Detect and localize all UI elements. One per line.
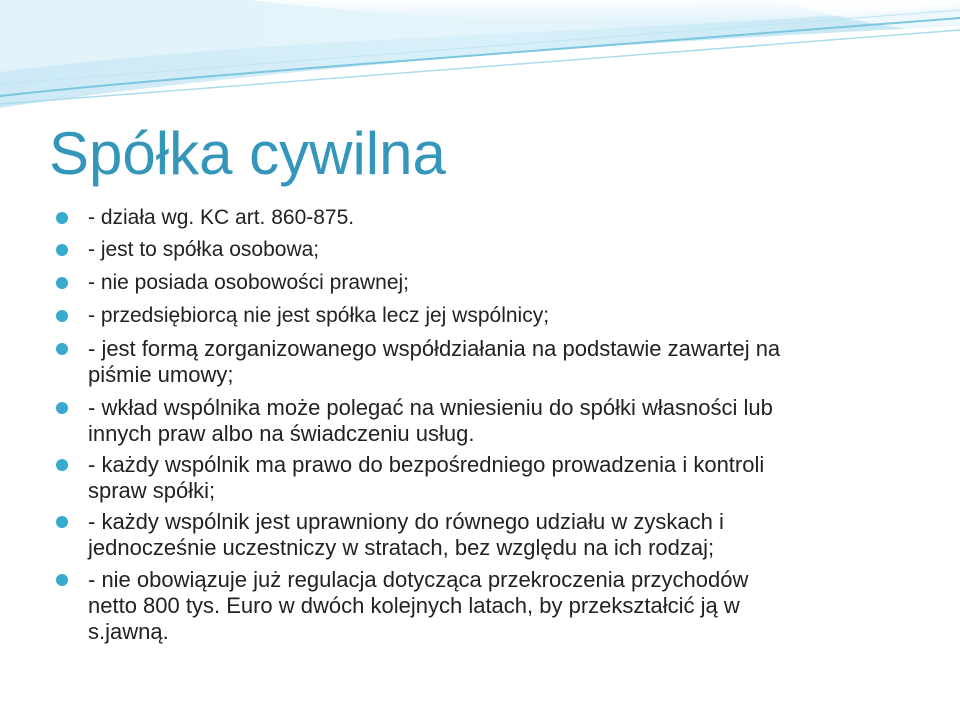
bullet-text-line: piśmie umowy; — [88, 362, 234, 387]
bullet-text-line: - wkład wspólnika może polegać na wniesieniu do spółki własności lub — [88, 395, 773, 420]
bullet-text-line: - nie obowiązuje już regulacja dotycząca przekroczenia przychodów — [88, 567, 749, 592]
bullet-dot-icon — [56, 310, 68, 322]
bullet-text — [88, 336, 780, 388]
bullet-text — [88, 395, 773, 447]
bullet-text-line: - jest formą zorganizowanego współdziałania na podstawie zawartej na — [88, 336, 781, 361]
bullet-text-line: - każdy wspólnik ma prawo do bezpośredniego prowadzenia i kontroli — [88, 452, 765, 477]
bullet-text-line: - przedsiębiorcą nie jest spółka lecz jej wspólnicy; — [88, 304, 550, 327]
bullet-text-line: netto 800 tys. Euro w dwóch kolejnych latach, by przekształcić ją w — [88, 593, 740, 618]
bullet-text-line: - każdy wspólnik jest uprawniony do równego udziału w zyskach i — [88, 509, 724, 534]
bullet-text — [88, 237, 319, 263]
bullet-text-line: innych praw albo na świadczeniu usług. — [88, 421, 475, 446]
bullet-text — [88, 509, 724, 561]
bullet-dot-icon — [56, 277, 68, 289]
bullet-text — [88, 452, 764, 504]
bullet-dot-icon — [56, 516, 68, 528]
wave-decoration-icon — [0, 0, 960, 115]
bullet-text-line: spraw spółki; — [88, 478, 216, 503]
bullet-text-line: s.jawną. — [88, 619, 169, 644]
bullet-dot-icon — [56, 212, 68, 224]
bullet-text — [88, 303, 549, 329]
bullet-text-line: jednocześnie uczestniczy w stratach, bez względu na ich rodzaj; — [88, 535, 715, 560]
bullet-dot-icon — [56, 574, 68, 586]
bullet-text — [88, 270, 409, 296]
bullet-dot-icon — [56, 244, 68, 256]
bullet-dot-icon — [56, 459, 68, 471]
bullet-text — [88, 567, 748, 645]
bullet-dot-icon — [56, 343, 68, 355]
slide-title: Spółka cywilna — [49, 120, 446, 187]
bullet-text-line: - nie posiada osobowości prawnej; — [88, 271, 410, 294]
bullet-text — [88, 205, 354, 231]
bullet-dot-icon — [56, 402, 68, 414]
bullet-text-line: - jest to spółka osobowa; — [88, 238, 320, 261]
bullet-text-line: - działa wg. KC art. 860-875. — [88, 206, 355, 229]
